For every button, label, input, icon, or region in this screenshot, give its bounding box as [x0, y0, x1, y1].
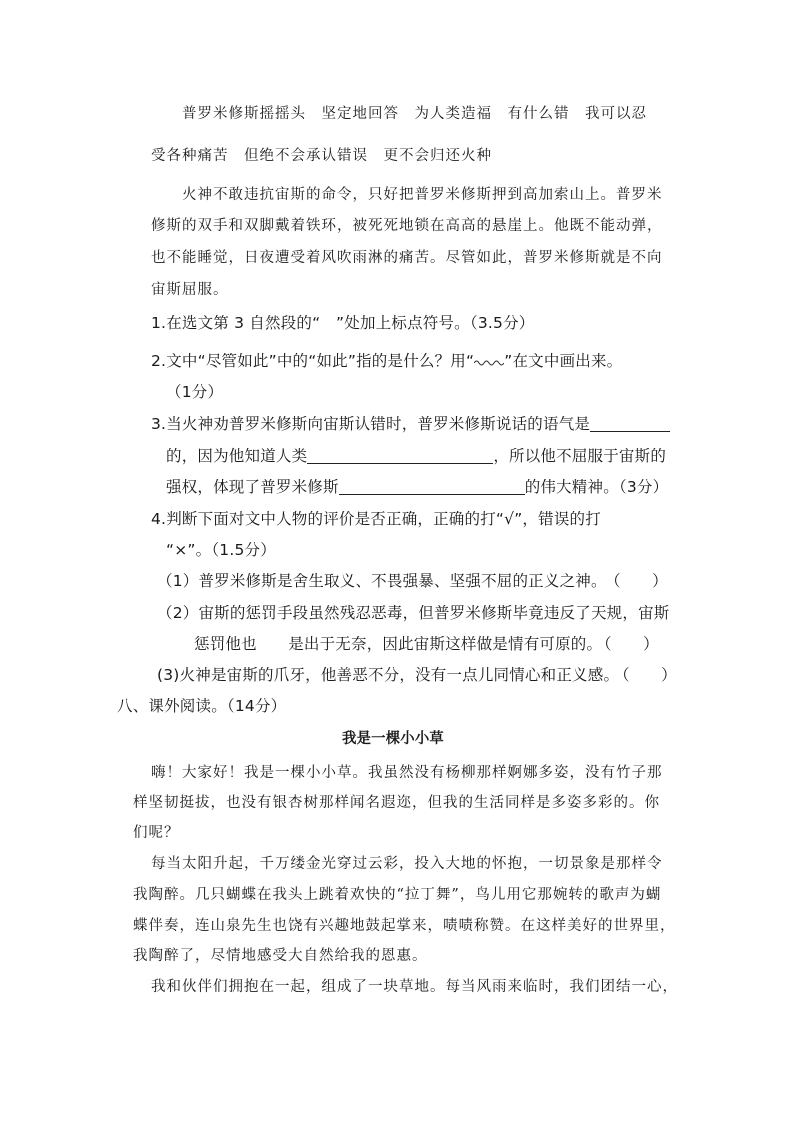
article-line: 我陶醉。几只蝴蝶在我头上跳着欢快的“拉丁舞”，鸟儿用它那婉转的歌声为蝴 — [133, 887, 662, 903]
judge-item-3: (3)火神是宙斯的爪牙，他善恶不分，没有一点儿同情心和正义感。 — [157, 666, 620, 684]
answer-blank[interactable] — [590, 415, 670, 432]
passage-line: 修斯的双手和双脚戴着铁环，被死死地锁在高高的悬崖上。他既不能动弹， — [151, 218, 663, 234]
answer-blank[interactable] — [339, 478, 525, 495]
judge-paren-3[interactable]: （ ） — [614, 666, 677, 684]
passage-line: 普罗米修斯摇摇头 坚定地回答 为人类造福 有什么错 我可以忍 — [182, 106, 647, 122]
passage-line: 火神不敢违抗宙斯的命令，只好把普罗米修斯押到高加索山上。普罗米 — [182, 187, 663, 203]
judge-paren-1[interactable]: （ ） — [605, 572, 668, 590]
question-3-line2: 的，因为他知道人类 ，所以他不屈服于宙斯的 — [166, 447, 667, 465]
question-3: 3.当火神劝普罗米修斯向宙斯认错时，普罗米修斯说话的语气是 — [151, 414, 670, 434]
passage-line: 受各种痛苦 但绝不会承认错误 更不会归还火种 — [151, 148, 492, 164]
answer-blank[interactable] — [307, 447, 493, 464]
judge-item-1: （1）普罗米修斯是舍生取义、不畏强暴、坚强不屈的正义之神。 — [157, 572, 607, 590]
question-1: 1.在选文第 3 自然段的“ ”处加上标点符号。（3.5分） — [151, 314, 535, 332]
question-4: 4.判断下面对文中人物的评价是否正确，正确的打“√”，错误的打 — [151, 510, 601, 528]
judge-paren-2[interactable]: （ ） — [596, 635, 659, 653]
judge-item-2-line2: 惩罚他也 是出于无奈，因此宙斯这样做是情有可原的。 — [194, 635, 603, 653]
article-line: 蝶伴奏，连山泉先生也饶有兴趣地鼓起掌来，啧啧称赞。在这样美好的世界里， — [133, 918, 676, 934]
article-line: 每当太阳升起，千万缕金光穿过云彩，投入大地的怀抱，一切景象是那样令 — [151, 856, 663, 872]
article-line: 我陶醉了，尽情地感受大自然给我的恩惠。 — [133, 948, 428, 964]
section-heading: 八、课外阅读。（14分） — [117, 697, 287, 715]
question-3-line3: 强权，体现了普罗米修斯 的伟大精神。（3分） — [166, 478, 669, 496]
judge-item-2: （2）宙斯的惩罚手段虽然残忍恶毒，但普罗米修斯毕竟违反了天规，宙斯 — [157, 604, 670, 622]
article-line: 我和伙伴们拥抱在一起，组成了一块草地。每当风雨来临时，我们团结一心， — [151, 979, 678, 995]
passage-line: 宙斯屈服。 — [151, 282, 229, 298]
article-line: 嗨！大家好！我是一棵小小草。我虽然没有杨柳那样婀娜多姿，没有竹子那 — [151, 765, 663, 781]
question-2: 2.文中“尽管如此”中的“如此”指的是什么？用“ ”在文中画出来。 — [151, 352, 623, 370]
question-4-line2: “×”。（1.5分） — [166, 541, 276, 559]
article-title: 我是一棵小小草 — [342, 731, 444, 747]
wavy-line-icon — [474, 357, 504, 367]
question-2-score: （1分） — [166, 383, 224, 401]
article-line: 们呢？ — [133, 825, 180, 841]
passage-line: 也不能睡觉，日夜遭受着风吹雨淋的痛苦。尽管如此，普罗米修斯就是不向 — [151, 250, 663, 266]
article-line: 样坚韧挺拔，也没有银杏树那样闻名遐迩，但我的生活同样是多姿多彩的。你 — [133, 795, 660, 811]
